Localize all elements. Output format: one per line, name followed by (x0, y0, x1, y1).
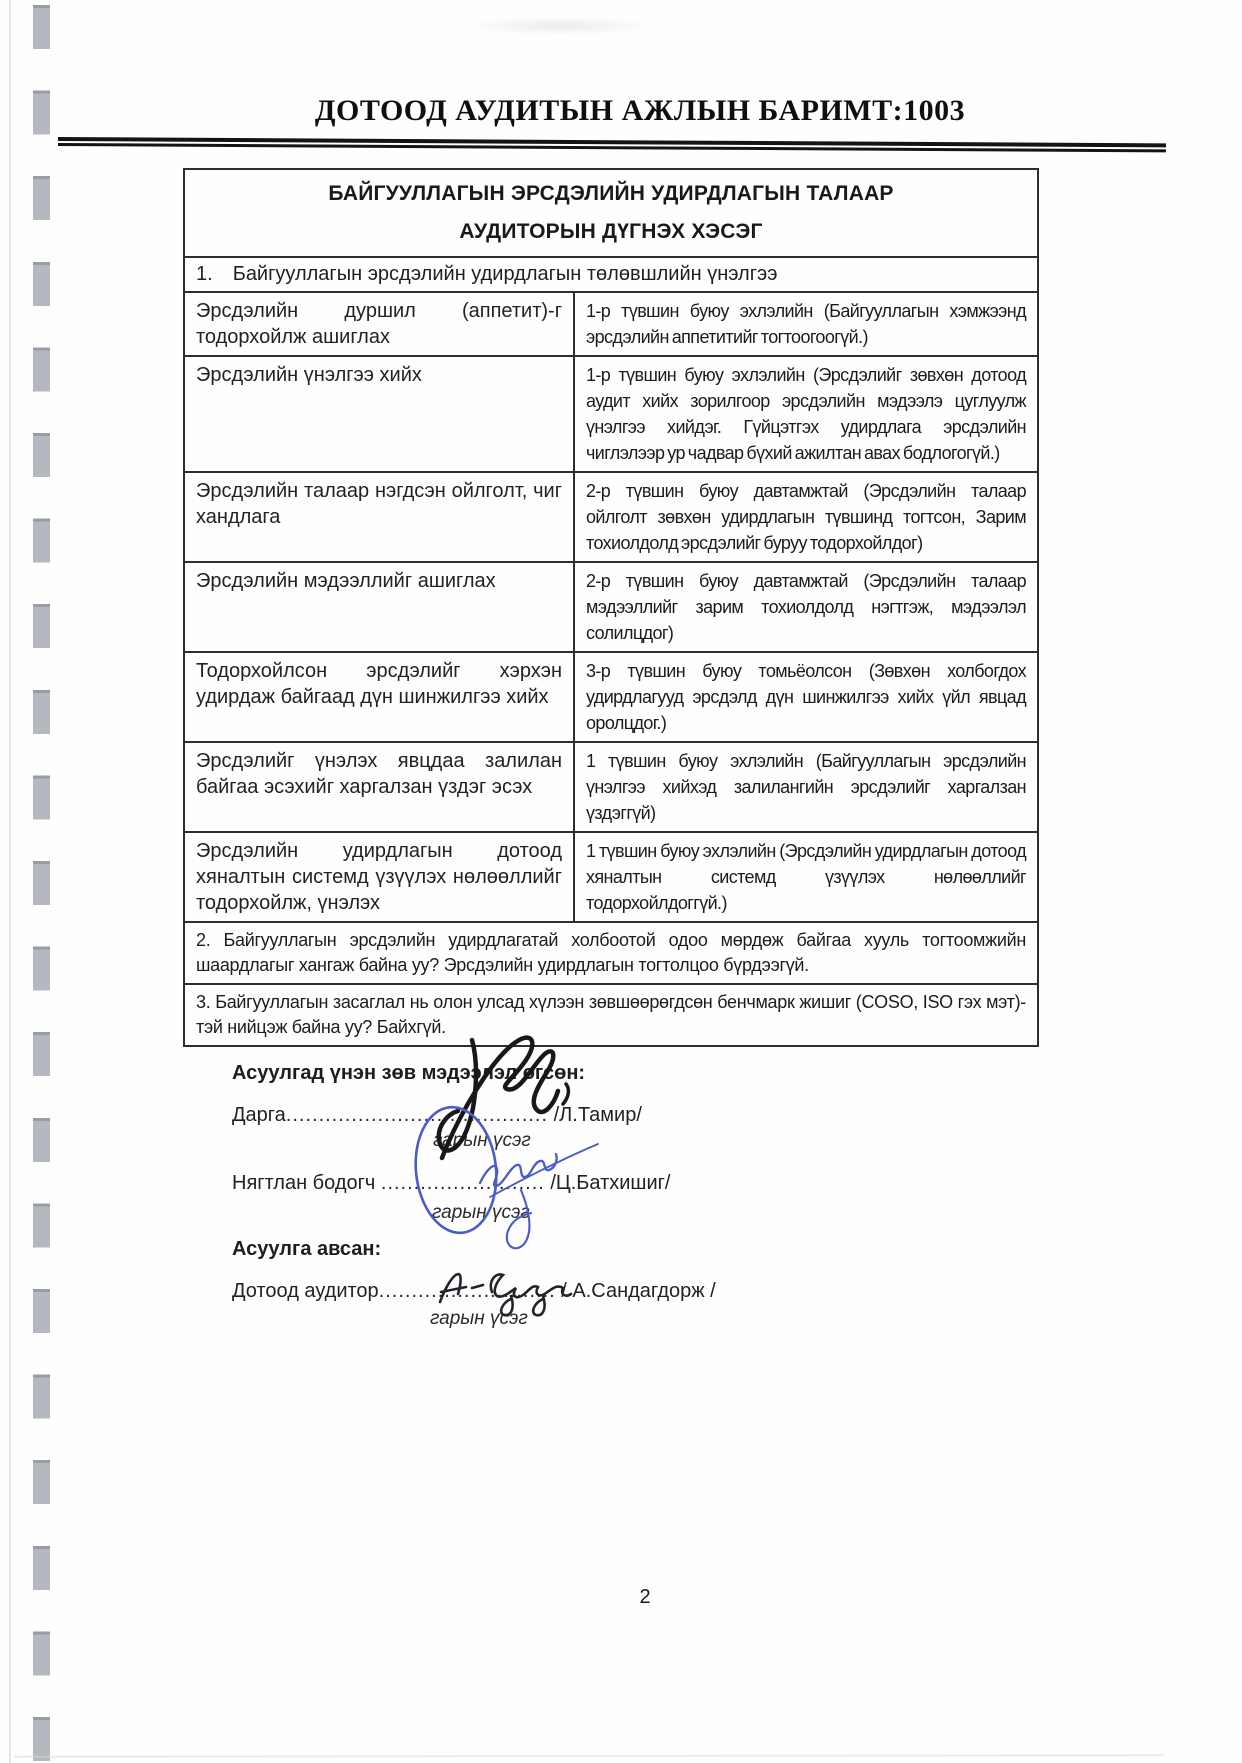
assessment-table-wrap (183, 168, 1037, 1047)
section1-cell (184, 257, 1038, 292)
criterion-cell: Эрсдэлийн мэдээллийг ашиглах (184, 562, 574, 652)
assessment-cell: 1 түвшин буюу эхлэлийн (Байгууллагын эрсдэлийн үнэлгээ хийхэд залилангийн эрсдэлийг харгалзан үздэггүй) (574, 742, 1038, 832)
criterion-cell: Эрсдэлийн удирдлагын дотоод хяналтын системд үзүүлэх нөлөөллийг тодорхойлж, үнэлэх (184, 832, 574, 922)
assessment-cell: 2-р түвшин буюу давтамжтай (Эрсдэлийн талаар мэдээллийг зарим тохиолдолд нэгтгэж, мэдээлэл солилцдог) (574, 562, 1038, 652)
assessment-cell: 1 түвшин буюу эхлэлийн (Эрсдэлийн удирдлагын дотоод хяналтын системд үзүүлэх нөлөөллийг тодорхойлдоггүй.) (574, 832, 1038, 922)
auditor-label: Дотоод аудитор (232, 1280, 379, 1302)
criterion-cell: Эрсдэлийг үнэлэх явцдаа залилан байгаа эсэхийг харгалзан үздэг эсэх (184, 742, 574, 832)
table-row (184, 832, 1038, 922)
criterion-cell: Эрсдэлийн үнэлгээ хийх (184, 356, 574, 472)
table-row (184, 562, 1038, 652)
table-row (184, 652, 1038, 742)
table-title-cell (184, 169, 1038, 257)
page-title: ДОТООД АУДИТЫН АЖЛЫН БАРИМТ:1003 (314, 94, 966, 127)
assessment-cell: 1-р түвшин буюу эхлэлийн (Эрсдэлийг зөвхөн дотоод аудит хийх зорилгоор эрсдэлийн мэдээлэ цуглуулж үнэлгээ хийдэг. Гүйцэтгэх удирдлага эрсдэлийн чиглэлээр ур чадвар бүхий ажилтан авах бодлогогүй.) (574, 356, 1038, 472)
binding-holes (33, 5, 50, 1761)
director-name: /Л.Тамир/ (553, 1104, 642, 1126)
accountant-name: /Ц.Батхишиг/ (550, 1172, 671, 1194)
table-row (184, 356, 1038, 472)
signature-caption-1: гарын үсэг (433, 1130, 531, 1151)
criterion-cell: Тодорхойлсон эрсдэлийг хэрхэн удирдаж байгаад дүн шинжилгээ хийх (184, 652, 574, 742)
director-label: Дарга (232, 1104, 286, 1126)
title-divider (58, 137, 1166, 152)
page-number: 2 (639, 1586, 651, 1608)
table-row (184, 292, 1038, 356)
signature-caption-2: гарын үсэг (432, 1202, 530, 1223)
signature-sandagdorj (440, 1274, 571, 1315)
provided-info-heading: Асуулгад үнэн зөв мэдээлэл өгсөн: (232, 1062, 586, 1084)
criterion-cell: Эрсдэлийн дуршил (аппетит)-г тодорхойлж ашиглах (184, 292, 574, 356)
signature-batkhishig (410, 1103, 598, 1248)
table-title-line2: АУДИТОРЫН ДҮГНЭХ ХЭСЭГ (459, 220, 763, 243)
handwritten-signatures (380, 1020, 830, 1360)
table-row (184, 742, 1038, 832)
director-dotted-line: ........................................ (285, 1104, 549, 1126)
signature-tamir (439, 1038, 569, 1158)
signature-caption-3: гарын үсэг (430, 1308, 528, 1329)
auditor-name: / А.Сандагдорж / (561, 1280, 716, 1302)
section1-title: Байгууллагын эрсдэлийн удирдлагын төлөвшлийн үнэлгээ (232, 263, 778, 285)
table-title-line1: БАЙГУУЛЛАГЫН ЭРСДЭЛИЙН УДИРДЛАГЫН ТАЛААР (328, 182, 894, 205)
table-row (184, 472, 1038, 562)
section3-cell: 3. Байгууллагын засаглал нь олон улсад хүлээн зөвшөөрөгдсөн бенчмарк жишиг (COSO, ISO гэх мэт)-тэй нийцэж байна уу? Байхгүй. (184, 984, 1038, 1046)
accountant-label: Нягтлан бодогч (232, 1172, 381, 1194)
accountant-dotted-line: ......................... (380, 1172, 545, 1194)
scan-artifact (455, 16, 665, 36)
assessment-cell: 3-р түвшин буюу томьёолсон (Зөвхөн холбогдох удирдлагууд эрсдэлд дүн шинжилгээ хийх үйл явцад оролцдог.) (574, 652, 1038, 742)
section1-number: 1. (196, 263, 213, 285)
criteria-rows (184, 292, 1038, 922)
section2-row (184, 922, 1038, 984)
received-heading: Асуулга авсан: (232, 1238, 382, 1260)
assessment-table (183, 168, 1039, 1047)
section1-row (184, 257, 1038, 292)
assessment-cell: 1-р түвшин буюу эхлэлийн (Байгууллагын хэмжээнд эрсдэлийн аппетитийг тогтоогоогүй.) (574, 292, 1038, 356)
criterion-cell: Эрсдэлийн талаар нэгдсэн ойлголт, чиг хандлага (184, 472, 574, 562)
auditor-dotted-line: ........................... (378, 1280, 556, 1302)
assessment-cell: 2-р түвшин буюу давтамжтай (Эрсдэлийн талаар ойлголт зөвхөн удирдлагын түвшинд тогтсон, Зарим тохиолдолд эрсдэлийг буруу тодорхойлдог) (574, 472, 1038, 562)
table-title-row (184, 169, 1038, 257)
section2-cell: 2. Байгууллагын эрсдэлийн удирдлагатай холбоотой одоо мөрдөж байгаа хууль тогтоомжийн шаардлагыг хангаж байна уу? Эрсдэлийн удирдлагын тогтолцоо бүрдээгүй. (184, 922, 1038, 984)
